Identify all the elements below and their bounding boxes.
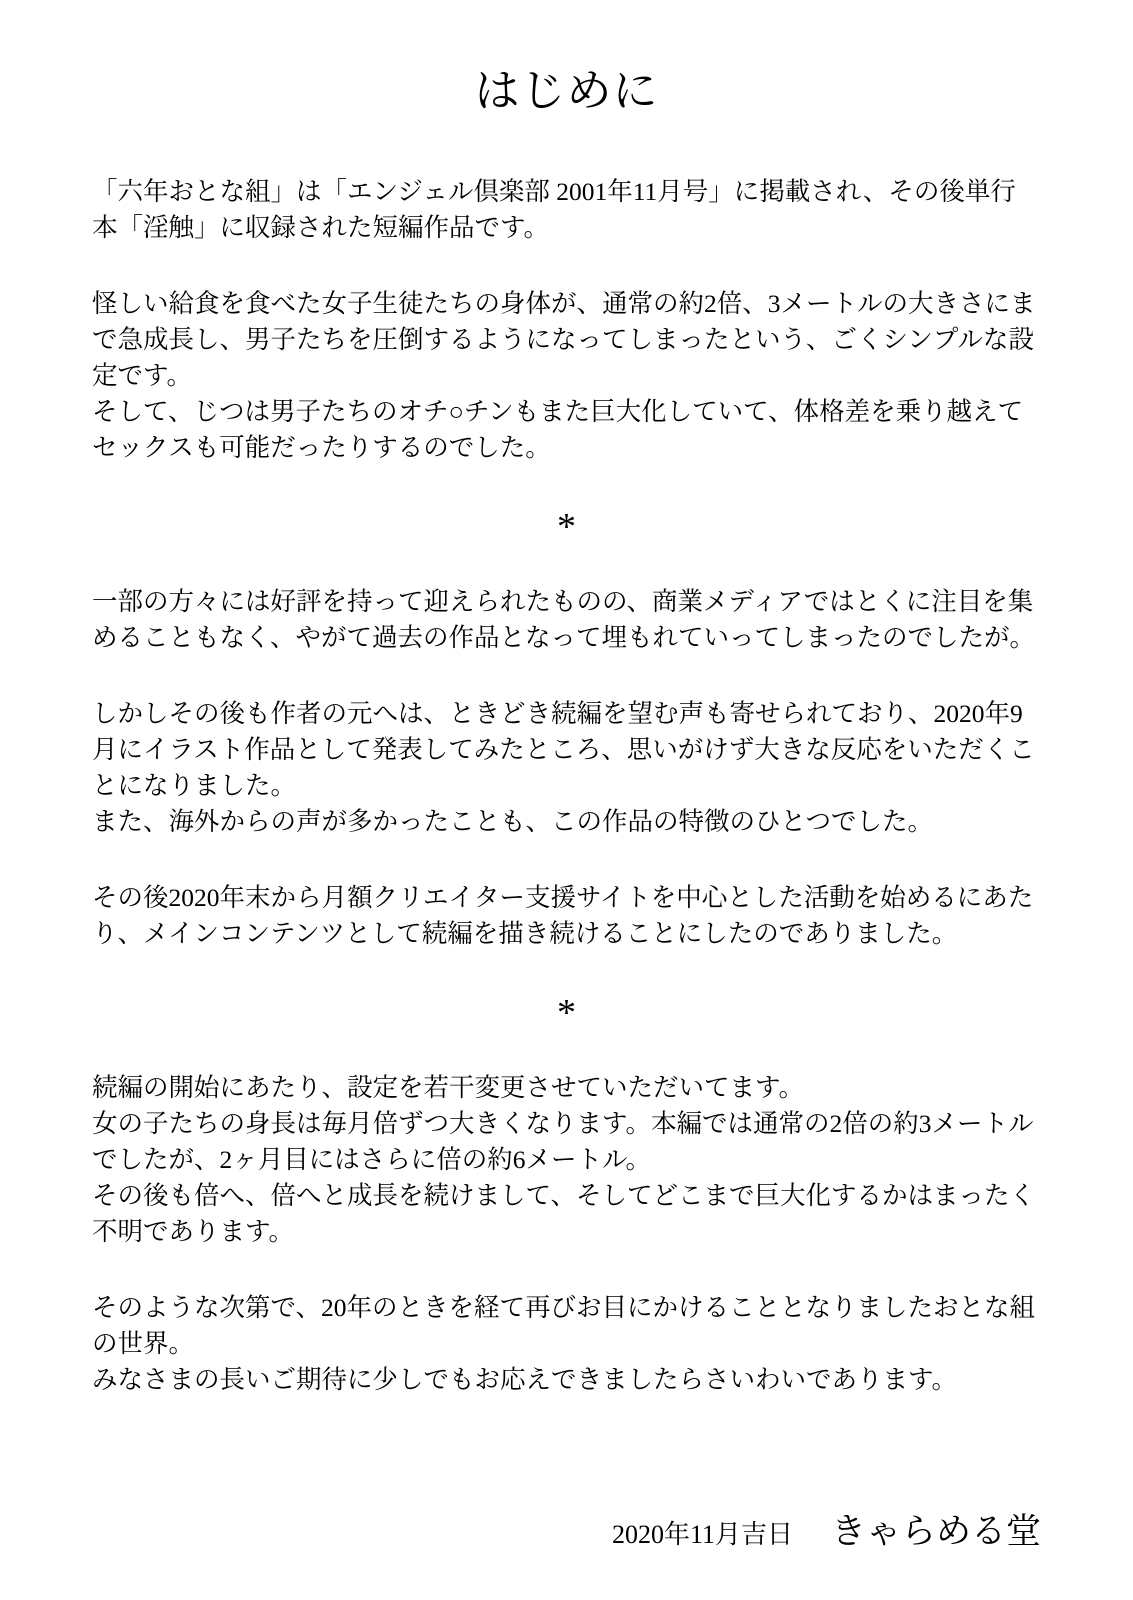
paragraph-block-publication (92, 174, 1041, 246)
section-separator-2: * (557, 992, 576, 1034)
colophon (612, 1504, 1041, 1554)
paragraph-overseas-voices: また、海外からの声が多かったことも、この作品の特徴のひとつでした。 (92, 807, 933, 836)
paragraph-height-doubling: 女の子たちの身長は毎月倍ずつ大きくなります。本編では通常の2倍の約3メートルでしたが、2ヶ月目にはさらに倍の約6メートル。 (92, 1109, 1034, 1174)
paragraph-reception: 一部の方々には好評を持って迎えられたものの、商業メディアではとくに注目を集めることもなく、やがて過去の作品となって埋もれていってしまったのでしたが。 (92, 587, 1035, 652)
paragraph-premise-detail: そして、じつは男子たちのオチ○チンもまた巨大化していて、体格差を乗り越えてセックスも可能だったりするのでした。 (92, 397, 1024, 462)
paragraph-block-support-site (92, 880, 1041, 952)
paragraph-sequel-requests: しかしその後も作者の元へは、ときどき続編を望む声も寄せられており、2020年9月にイラスト作品として発表してみたところ、思いがけず大きな反応をいただくことになりました。 (92, 699, 1035, 800)
paragraph-premise: 怪しい給食を食べた女子生徒たちの身体が、通常の約2倍、3メートルの大きさにまで急成長し、男子たちを圧倒するようになってしまったという、ごくシンプルな設定です。 (92, 289, 1036, 390)
paragraph-block-premise (92, 286, 1041, 466)
colophon-date: 2020年11月吉日 (611, 1520, 793, 1549)
colophon-publisher: きゃらめる堂 (830, 1512, 1041, 1551)
section-separator-1: * (557, 506, 576, 548)
paragraph-block-sequel-requests (92, 696, 1041, 840)
paragraph-hope: みなさまの長いご期待に少しでもお応えできましたらさいわいであります。 (92, 1365, 957, 1394)
paragraph-block-closing (92, 1290, 1041, 1398)
paragraph-block-reception (92, 584, 1041, 656)
page-title: はじめに (474, 66, 659, 116)
paragraph-growth-unknown: その後も倍へ、倍へと成長を続けまして、そしてどこまで巨大化するかはまったく不明であります。 (92, 1181, 1035, 1246)
paragraph-return-after-20-years: そのような次第で、20年のときを経て再びお目にかけることとなりましたおとな組の世界。 (92, 1293, 1035, 1358)
paragraph-block-setting-change (92, 1070, 1041, 1250)
paragraph-support-site: その後2020年末から月額クリエイター支援サイトを中心とした活動を始めるにあたり、メインコンテンツとして続編を描き続けることにしたのでありました。 (92, 883, 1034, 948)
paragraph-setting-change: 続編の開始にあたり、設定を若干変更させていただいてます。 (92, 1073, 804, 1102)
paragraph-publication-history: 「六年おとな組」は「エンジェル倶楽部 2001年11月号」に掲載され、その後単行本「淫触」に収録された短編作品です。 (92, 177, 1016, 242)
